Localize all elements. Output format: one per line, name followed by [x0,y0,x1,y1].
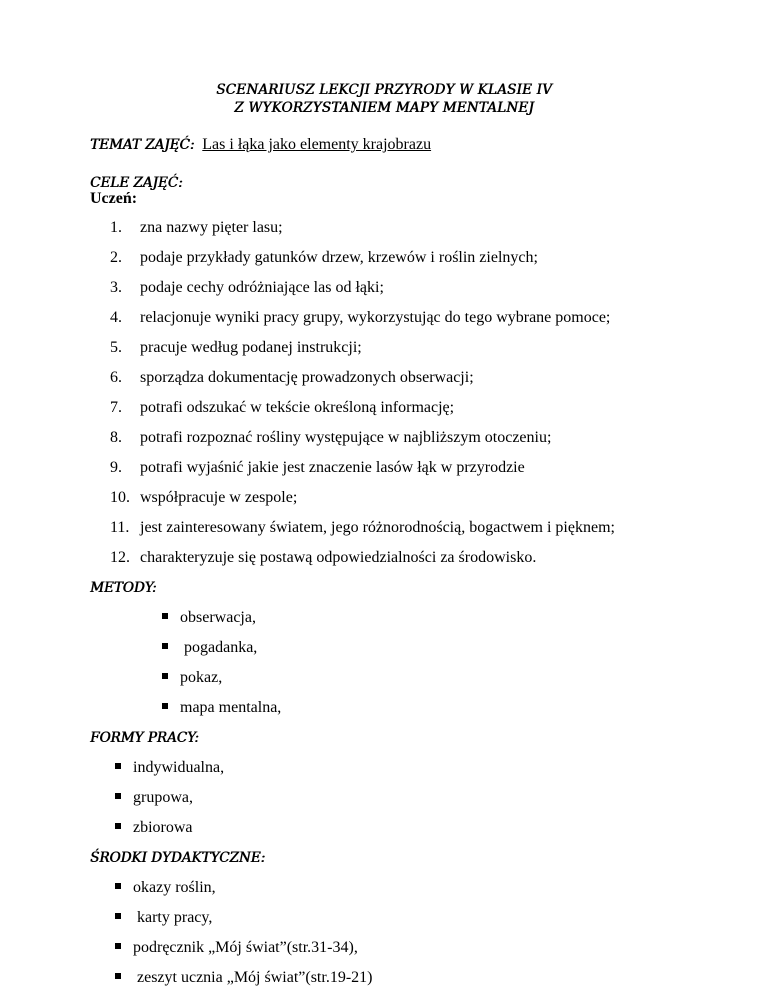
method-text: pogadanka, [180,639,258,656]
goals-subject: Uczeń: [90,190,138,207]
goal-item [110,519,615,537]
goal-number: 8. [110,429,122,446]
aid-text: okazy roślin, [133,879,216,896]
goal-text: potrafi odszukać w tekście określoną informację; [140,399,455,416]
bullet-icon [162,673,168,679]
bullet-icon [115,823,121,829]
method-item [162,609,256,627]
bullet-icon [162,703,168,709]
document-title-line-1: SCENARIUSZ LEKCJI PRZYRODY W KLASIE IV [216,82,552,98]
form-item [115,789,193,807]
goal-number: 5. [110,339,122,356]
goal-item [110,369,474,387]
forms-heading: FORMY PRACY: [90,730,199,746]
goal-item [110,309,610,327]
goal-item [110,279,384,297]
topic-value: Las i łąka jako elementy krajobrazu [202,136,432,153]
form-text: zbiorowa [133,819,193,836]
goal-item [110,249,538,267]
aid-text: karty pracy, [133,909,213,926]
methods-heading: METODY: [90,580,157,596]
goal-number: 2. [110,249,122,266]
goal-text: jest zainteresowany światem, jego różnorodnością, bogactwem i pięknem; [140,519,615,536]
goal-number: 1. [110,219,122,236]
goal-text: pracuje według podanej instrukcji; [140,339,362,356]
goal-text: podaje przykłady gatunków drzew, krzewów i roślin zielnych; [140,249,538,266]
form-item [115,759,224,777]
aid-item [115,879,216,897]
goal-text: sporządza dokumentację prowadzonych obserwacji; [140,369,474,386]
goal-number: 7. [110,399,122,416]
aid-text: podręcznik „Mój świat”(str.31-34), [133,939,358,956]
bullet-icon [115,763,121,769]
goal-number: 9. [110,459,122,476]
method-item [162,669,222,687]
goal-number: 3. [110,279,122,296]
goal-text: podaje cechy odróżniające las od łąki; [140,279,384,296]
goal-item [110,339,362,357]
goal-item [110,219,283,237]
goal-item [110,489,297,507]
goal-text: potrafi wyjaśnić jakie jest znaczenie lasów łąk w przyrodzie [140,459,525,476]
goal-number: 12. [110,549,130,566]
bullet-icon [115,793,121,799]
document-title-line-2: Z WYKORZYSTANIEM MAPY MENTALNEJ [234,100,534,116]
method-text: mapa mentalna, [180,699,282,716]
goal-number: 6. [110,369,122,386]
bullet-icon [115,943,121,949]
goal-number: 11. [110,519,130,536]
goal-item [110,459,525,477]
goal-item [110,399,454,417]
bullet-icon [162,613,168,619]
goal-number: 4. [110,309,122,326]
topic-line [90,136,431,154]
goal-text: relacjonuje wyniki pracy grupy, wykorzystując do tego wybrane pomoce; [140,309,611,326]
form-text: indywidualna, [133,759,225,776]
aid-item [115,939,358,957]
goals-heading: CELE ZAJĘĆ: [90,175,183,191]
goal-text: zna nazwy pięter lasu; [140,219,283,236]
goal-text: współpracuje w zespole; [140,489,298,506]
goal-number: 10. [110,489,130,506]
method-text: obserwacja, [180,609,256,626]
aid-text: zeszyt ucznia „Mój świat”(str.19-21) [133,969,373,986]
method-item [162,639,257,657]
goal-text: potrafi rozpoznać rośliny występujące w najbliższym otoczeniu; [140,429,552,446]
method-item [162,699,281,717]
topic-label: TEMAT ZAJĘĆ [90,137,190,153]
form-text: grupowa, [133,789,193,806]
method-text: pokaz, [180,669,223,686]
bullet-icon [162,643,168,649]
bullet-icon [115,883,121,889]
goal-item [110,549,536,567]
aid-item [115,909,212,927]
bullet-icon [115,973,121,979]
goal-text: charakteryzuje się postawą odpowiedzialności za środowisko. [140,549,537,566]
form-item [115,819,193,837]
goal-item [110,429,551,447]
topic-colon: : [189,137,195,153]
bullet-icon [115,913,121,919]
aid-item [115,969,372,987]
aids-heading: ŚRODKI DYDAKTYCZNE: [90,850,266,866]
